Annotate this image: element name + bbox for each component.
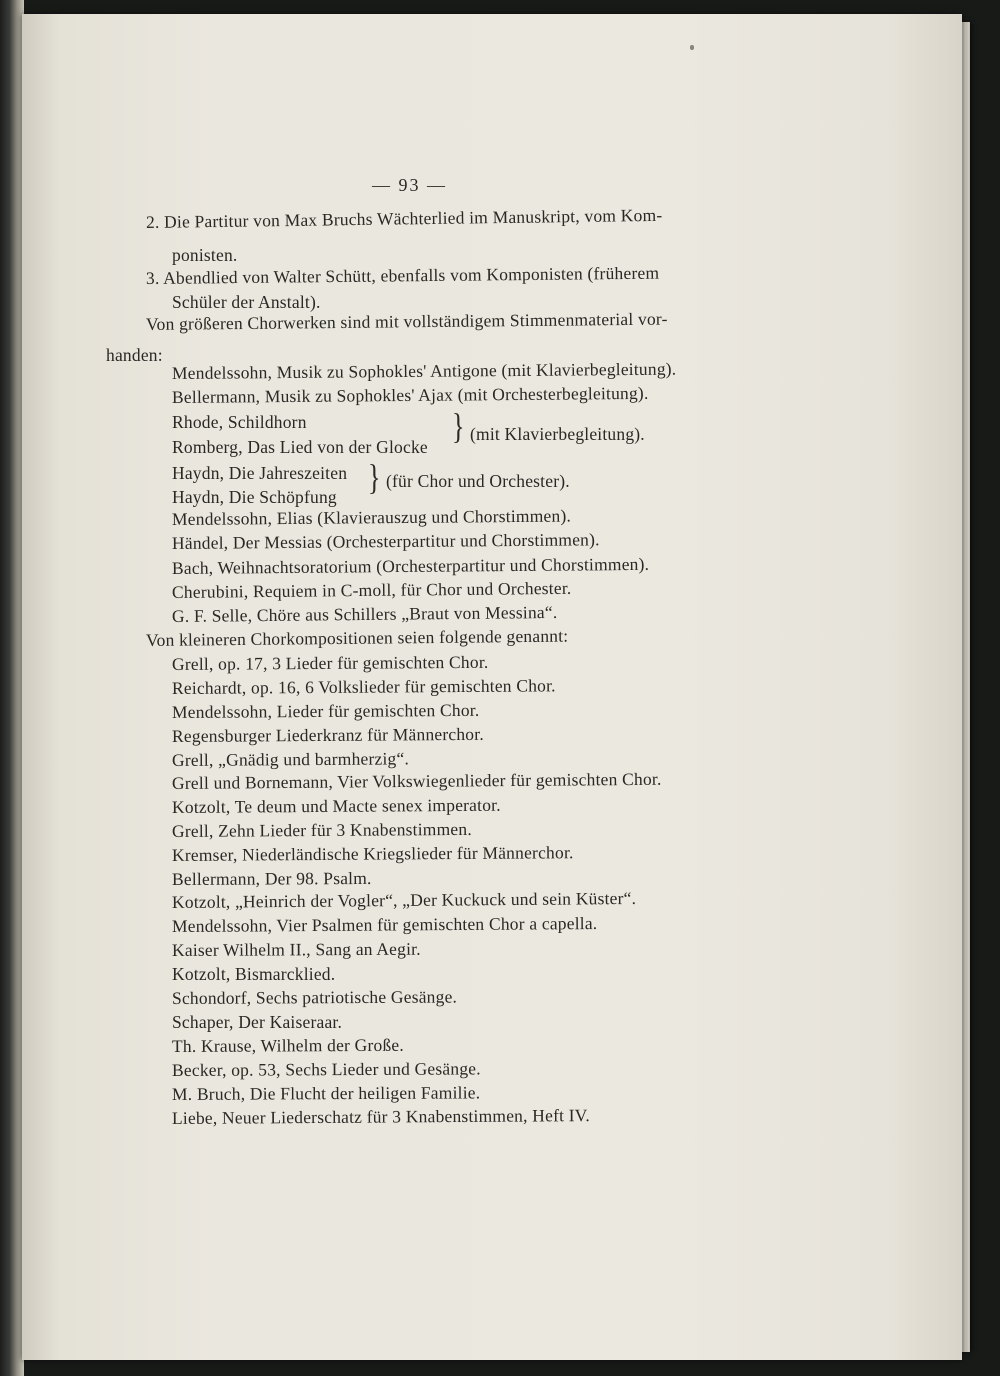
text-line: Mendelssohn, Vier Psalmen für gemischten Chor a capella.	[171, 913, 598, 936]
text-line: Händel, Der Messias (Orchesterpartitur und Chorstimmen).	[171, 529, 600, 553]
text-line: Kaiser Wilhelm II., Sang an Aegir.	[171, 938, 421, 960]
paper-spot	[690, 45, 694, 50]
text-line: Mendelssohn, Elias (Klavierauszug und Chorstimmen).	[171, 505, 572, 529]
text-line: 2. Die Partitur von Max Bruchs Wächterlied im Manuskript, vom Kom-	[145, 204, 663, 232]
text-line: Cherubini, Requiem in C-moll, für Chor und Orchester.	[171, 577, 572, 602]
text-line: Grell, Zehn Lieder für 3 Knabenstimmen.	[171, 818, 472, 841]
text-line: Von kleineren Chorkompositionen seien folgende genannt:	[145, 625, 569, 650]
text-line: Kotzolt, Te deum und Macte senex imperator.	[171, 794, 501, 817]
text-line: Romberg, Das Lied von der Glocke	[172, 437, 428, 457]
text-line: Mendelssohn, Lieder für gemischten Chor.	[171, 699, 480, 722]
text-line: Schüler der Anstalt).	[172, 292, 321, 312]
text-line: G. F. Selle, Chöre aus Schillers „Braut von Messina“.	[171, 601, 558, 626]
text-line: 3. Abendlied von Walter Schütt, ebenfalls vom Komponisten (früherem	[145, 262, 660, 288]
text-line: Becker, op. 53, Sechs Lieder und Gesänge.	[171, 1058, 481, 1080]
text-line: Haydn, Die Schöpfung	[172, 487, 337, 507]
text-line: Haydn, Die Jahreszeiten	[172, 463, 348, 483]
right-brace: }	[368, 457, 381, 498]
text-line: Kotzolt, „Heinrich der Vogler“, „Der Kuckuck und sein Küster“.	[171, 887, 637, 912]
text-line: Kremser, Niederländische Kriegslieder für Männerchor.	[171, 842, 574, 865]
text-line: Th. Krause, Wilhelm der Große.	[171, 1034, 404, 1056]
text-line: Schaper, Der Kaiseraar.	[172, 1012, 343, 1032]
book-spine	[0, 0, 24, 1376]
text-line: Von größeren Chorwerken sind mit vollständigem Stimmenmaterial vor-	[145, 308, 668, 334]
text-line: Bellermann, Musik zu Sophokles' Ajax (mit Orchesterbegleitung).	[171, 382, 649, 407]
text-line: Regensburger Liederkranz für Männerchor.	[171, 723, 484, 746]
text-line: (für Chor und Orchester).	[386, 471, 570, 491]
text-line: Kotzolt, Bismarcklied.	[172, 964, 336, 984]
text-line: Grell, op. 17, 3 Lieder für gemischten Chor.	[171, 651, 489, 674]
text-line: Mendelssohn, Musik zu Sophokles' Antigone (mit Klavierbegleitung).	[171, 358, 677, 383]
text-line: Grell und Bornemann, Vier Volkswiegenlieder für gemischten Chor.	[171, 768, 662, 793]
text-line: (mit Klavierbegleitung).	[470, 424, 645, 444]
text-line: Grell, „Gnädig und barmherzig“.	[171, 748, 410, 770]
text-line: Bellermann, Der 98. Psalm.	[171, 867, 372, 889]
text-line: Bach, Weihnachtsoratorium (Orchesterpartitur und Chorstimmen).	[171, 553, 650, 578]
text-line: Reichardt, op. 16, 6 Volkslieder für gemischten Chor.	[171, 675, 556, 698]
text-line: handen:	[106, 345, 163, 365]
page-number: — 93 —	[372, 175, 447, 195]
text-line: Rhode, Schildhorn	[172, 412, 307, 432]
text-line: Liebe, Neuer Liederschatz für 3 Knabenstimmen, Heft IV.	[171, 1105, 590, 1128]
text-line: M. Bruch, Die Flucht der heiligen Familie.	[171, 1082, 481, 1104]
text-line: Schondorf, Sechs patriotische Gesänge.	[171, 986, 458, 1008]
text-line: ponisten.	[172, 245, 238, 265]
right-brace: }	[452, 406, 465, 447]
